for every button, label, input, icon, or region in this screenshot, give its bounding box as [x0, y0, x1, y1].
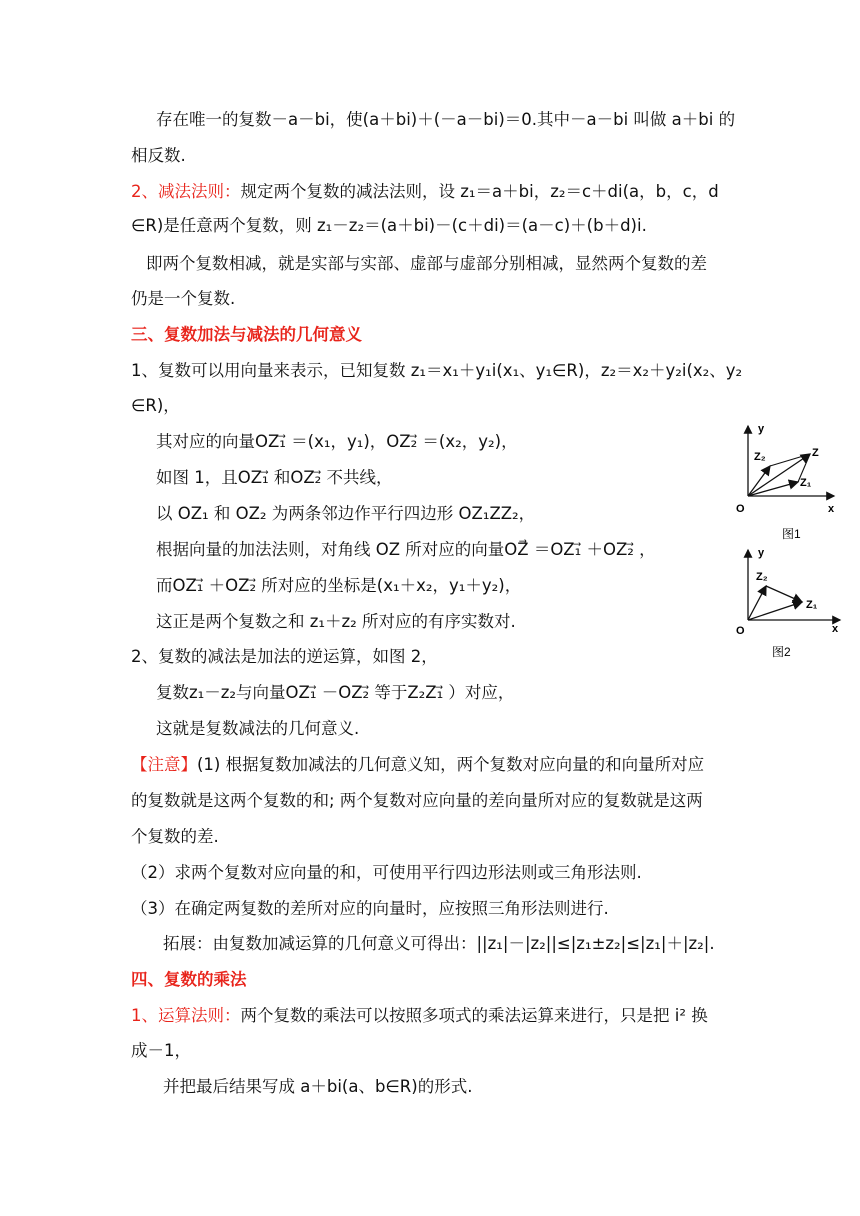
text-line: 根据向量的加法法则，对角线 OZ 所对应的向量OZ⃗ ＝OZ₁⃗ ＋OZ₂⃗ ，	[156, 540, 656, 559]
text-line: 而OZ₁⃗ ＋OZ₂⃗ 所对应的坐标是(x₁＋x₂，y₁＋y₂)，	[156, 576, 522, 595]
vector-oz2	[748, 466, 770, 496]
text-line: 拓展：由复数加减运算的几何意义可得出：||z₁|－|z₂||≤|z₁±z₂|≤|z₁|＋|z₂|.	[163, 934, 715, 953]
axis-label-y: y	[758, 423, 765, 435]
text-line	[131, 180, 719, 204]
text-line: 即两个复数相减，就是实部与实部、虚部与虚部分别相减，显然两个复数的差	[146, 254, 707, 273]
text-line: 1、复数可以用向量来表示，已知复数 z₁＝x₁＋y₁i(x₁、y₁∈R)，z₂＝x₂＋y₂i(x₂、y₂	[131, 361, 743, 380]
figure-2-diagram	[728, 546, 846, 666]
text-line: ∈R)是任意两个复数，则 z₁－z₂＝(a＋bi)－(c＋di)＝(a－c)＋(b＋d)i.	[131, 216, 647, 235]
text-line: 其对应的向量OZ₁⃗ ＝(x₁，y₁)，OZ₂⃗ ＝(x₂，y₂)，	[156, 432, 518, 451]
text-span: 两个复数的乘法可以按照多项式的乘法运算来进行，只是把 i² 换	[240, 1006, 708, 1025]
point-label-z2: Z₂	[756, 571, 768, 583]
text-span: 规定两个复数的减法法则，设 z₁＝a＋bi，z₂＝c＋di(a，b，c，d	[240, 182, 719, 201]
text-line: 以 OZ₁ 和 OZ₂ 为两条邻边作平行四边形 OZ₁ZZ₂，	[156, 504, 536, 523]
point-label-z: Z	[812, 447, 819, 459]
subsection-label: 2、减法法则：	[131, 182, 241, 201]
text-line: （2）求两个复数对应向量的和，可使用平行四边形法则或三角形法则.	[131, 863, 642, 882]
vector-z2z1	[766, 586, 802, 602]
figure-1-diagram	[728, 420, 840, 546]
text-line: 仍是一个复数.	[131, 289, 236, 308]
axis-label-x: x	[832, 623, 839, 635]
text-line: （3）在确定两复数的差所对应的向量时，应按照三角形法则进行.	[131, 899, 609, 918]
text-line: 这正是两个复数之和 z₁＋z₂ 所对应的有序实数对.	[156, 612, 516, 631]
vector-oz1	[748, 482, 798, 496]
note-label: 【注意】	[131, 755, 197, 774]
point-label-z2: Z₂	[754, 451, 766, 463]
text-line: 存在唯一的复数－a－bi，使(a＋bi)＋(－a－bi)＝0.其中－a－bi 叫做 a＋bi 的	[156, 110, 736, 129]
subsection-label: 1、运算法则：	[131, 1006, 241, 1025]
text-line	[131, 1004, 708, 1028]
section-heading: 四、复数的乘法	[131, 970, 247, 989]
text-line: 并把最后结果写成 a＋bi(a、b∈R)的形式.	[163, 1077, 473, 1096]
text-line: 复数z₁－z₂与向量OZ₁⃗ －OZ₂⃗ 等于Z₂Z₁⃗ ）对应，	[156, 683, 515, 702]
figure-caption: 图1	[782, 527, 801, 541]
origin-label: O	[736, 625, 745, 637]
text-line: 个复数的差.	[131, 827, 219, 846]
text-line: 如图 1，且OZ₁⃗ 和OZ₂⃗ 不共线，	[156, 468, 393, 487]
figure-2	[728, 546, 846, 666]
point-label-z1: Z₁	[806, 599, 818, 611]
text-span: (1) 根据复数加减法的几何意义知，两个复数对应向量的和向量所对应	[197, 755, 705, 774]
figure-caption: 图2	[772, 645, 791, 659]
text-line: 的复数就是这两个复数的和; 两个复数对应向量的差向量所对应的复数就是这两	[131, 791, 703, 810]
parallelogram-edge	[770, 454, 810, 466]
axis-label-y: y	[758, 547, 765, 559]
text-line: ∈R)，	[131, 396, 180, 415]
origin-label: O	[736, 503, 745, 515]
axis-label-x: x	[828, 503, 835, 515]
text-line: 相反数.	[131, 146, 186, 165]
text-line: 这就是复数减法的几何意义.	[156, 719, 360, 738]
point-label-z1: Z₁	[800, 477, 812, 489]
text-line	[131, 753, 704, 777]
section-heading: 三、复数加法与减法的几何意义	[131, 325, 362, 344]
figure-1	[728, 420, 840, 546]
text-line: 2、复数的减法是加法的逆运算，如图 2，	[131, 647, 438, 666]
text-line: 成－1，	[131, 1041, 191, 1060]
